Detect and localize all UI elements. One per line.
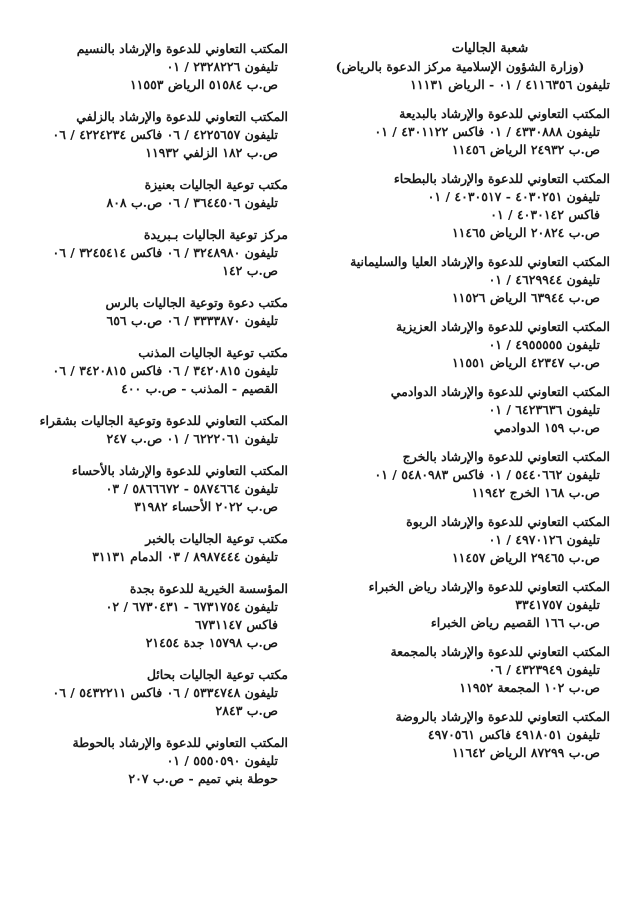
office-entry (30, 580, 288, 652)
office-name: المكتب التعاوني للدعوة والإرشاد الدوادمي (390, 384, 610, 399)
office-contact-line: تليفون ٣٤٢٠٨١٥ / ٠٦ فاكس ٣٤٢٠٨١٥ / ٠٦ (52, 363, 278, 378)
office-contact-line: فاكس ٤٠٣٠١٤٢ / ٠١ (490, 207, 600, 222)
office-entry (310, 105, 610, 159)
office-contact-line: ص.ب ٢٠٢٢ الأحساء ٣١٩٨٢ (134, 499, 278, 514)
office-contact-line: تليفون ٢٣٢٨٢٢٦ / ٠١ (166, 59, 278, 74)
office-contact-line: تليفون ٥٨٧٤٦٦٤ - ٥٨٦٦٦٧٢ / ٠٣ (105, 481, 278, 496)
office-contact-line: تليفون ٤٣٣٠٨٨٨ / ٠١ فاكس ٤٣٠١١٢٢ / ٠١ (374, 124, 600, 139)
office-contact-line: ص.ب ١٥٩ الدوادمي (493, 420, 600, 435)
office-name: المكتب التعاوني للدعوة والإرشاد بالخرج (402, 449, 610, 464)
office-contact-line: ص.ب ٢٠٨٢٤ الرياض ١١٤٦٥ (451, 225, 600, 240)
office-name: مركز توعية الجاليات بـبريدة (143, 227, 288, 242)
office-name: المكتب التعاوني للدعوة والإرشاد رياض الخبراء (368, 579, 610, 594)
office-contact-line: تليفون ٤٩٥٥٥٥٥ / ٠١ (488, 337, 600, 352)
office-entry (310, 383, 610, 437)
header-phone: تليفون ٤١١٦٣٥٦ / ٠١ - الرياض ١١١٣١ (410, 77, 610, 92)
office-contact-line: ص.ب ٨٧٢٩٩ الرياض ١١٦٤٢ (451, 745, 600, 760)
office-name: المكتب التعاوني للدعوة والإرشاد الربوة (406, 514, 610, 529)
office-contact-line: القصيم - المذنب - ص.ب ٤٠٠ (121, 381, 278, 396)
office-contact-line: ص.ب ٤٢٣٤٧ الرياض ١١٥٥١ (451, 355, 600, 370)
office-entry (310, 448, 610, 502)
office-entry (310, 708, 610, 762)
office-entry (310, 578, 610, 632)
page-subtitle: (وزارة الشؤون الإسلامية مركز الدعوة بالرياض) (335, 59, 585, 74)
office-contact-line: تليفون ٦٧٣١٧٥٤ - ٦٧٣٠٤٣١ / ٠٢ (105, 599, 278, 614)
office-name: المكتب التعاوني للدعوة والإرشاد بالأحساء (71, 463, 288, 478)
office-entry (310, 170, 610, 242)
office-entry (30, 666, 288, 720)
office-contact-line: تليفون ٣٦٤٤٥٠٦ / ٠٦ ص.ب ٨٠٨ (106, 195, 278, 210)
office-contact-line: تليفون ٥٤٤٠٦٦٢ / ٠١ فاكس ٥٤٨٠٩٨٣ / ٠١ (374, 467, 600, 482)
office-contact-line: تليفون ٣٣٣٣٨٧٠ / ٠٦ ص.ب ٦٥٦ (106, 313, 278, 328)
office-contact-line: تليفون ٤٦٢٩٩٤٤ / ٠١ (488, 272, 600, 287)
header-block (310, 40, 610, 94)
office-entry (30, 462, 288, 516)
office-contact-line: تليفون ٥٥٥٠٥٩٠ / ٠١ (166, 753, 278, 768)
office-name: المكتب التعاوني للدعوة والإرشاد بالبطحاء (393, 171, 610, 186)
office-contact-line: تليفون ٦٤٢٣٦٣٦ / ٠١ (488, 402, 600, 417)
office-name: المكتب التعاوني للدعوة والإرشاد بالنسيم (76, 41, 288, 56)
office-contact-line: فاكس ٦٧٣١١٤٧ (194, 617, 278, 632)
office-contact-line: ص.ب ٥١٥٨٤ الرياض ١١٥٥٣ (129, 77, 278, 92)
office-entry (30, 734, 288, 788)
left-column (30, 40, 288, 802)
office-entry (30, 412, 288, 448)
office-name: المكتب التعاوني للدعوة والإرشاد بالزلفي (76, 109, 288, 124)
office-contact-line: ص.ب ١٥٧٩٨ جدة ٢١٤٥٤ (145, 635, 278, 650)
office-name: مكتب توعية الجاليات بحائل (146, 667, 288, 682)
office-entry (310, 513, 610, 567)
office-entry (310, 318, 610, 372)
office-contact-line: ص.ب ٢٩٤٦٥ الرياض ١١٤٥٧ (451, 550, 600, 565)
office-entry (30, 176, 288, 212)
office-contact-line: ص.ب ١٦٨ الخرج ١١٩٤٢ (471, 485, 600, 500)
office-name: المكتب التعاوني للدعوة والإرشاد العزيزية (396, 319, 610, 334)
office-name: مكتب دعوة وتوعية الجاليات بالرس (105, 295, 288, 310)
office-contact-line: حوطة بني تميم - ص.ب ٢٠٧ (128, 771, 278, 786)
office-contact-line: ص.ب ٢٨٤٣ (215, 703, 278, 718)
office-contact-line: تليفون ٤٩٧٠١٢٦ / ٠١ (488, 532, 600, 547)
office-contact-line: تليفون ٤٣٢٣٩٤٩ / ٠٦ (488, 662, 600, 677)
office-entry (310, 643, 610, 697)
office-contact-line: ص.ب ١٠٢ المجمعة ١١٩٥٢ (459, 680, 600, 695)
left-entries (30, 40, 288, 802)
office-entry (30, 108, 288, 162)
office-entry (30, 226, 288, 280)
office-name: المكتب التعاوني للدعوة وتوعية الجاليات بشقراء (39, 413, 288, 428)
office-entry (30, 344, 288, 398)
office-contact-line: تليفون ٨٩٨٧٤٤٤ / ٠٣ الدمام ٣١١٣١ (92, 549, 278, 564)
office-name: مكتب توعية الجاليات بعنيزة (144, 177, 288, 192)
office-contact-line: تليفون ٦٢٢٢٠٦١ / ٠١ ص.ب ٢٤٧ (106, 431, 278, 446)
office-contact-line: ص.ب ٦٣٩٤٤ الرياض ١١٥٢٦ (451, 290, 600, 305)
office-entry (30, 40, 288, 94)
office-contact-line: تليفون ٣٢٤٨٩٨٠ / ٠٦ فاكس ٣٢٤٥٤١٤ / ٠٦ (52, 245, 278, 260)
office-entry (310, 253, 610, 307)
office-name: المؤسسة الخيرية للدعوة بجدة (129, 581, 288, 596)
office-contact-line: تليفون ٤٢٢٥٦٥٧ / ٠٦ فاكس ٤٢٢٤٢٣٤ / ٠٦ (52, 127, 278, 142)
office-name: المكتب التعاوني للدعوة والإرشاد بالروضة (395, 709, 610, 724)
office-contact-line: ص.ب ١٤٢ (222, 263, 278, 278)
office-contact-line: ص.ب ٢٤٩٣٢ الرياض ١١٤٥٦ (451, 142, 600, 157)
office-contact-line: ص.ب ١٨٢ الزلفي ١١٩٣٢ (145, 145, 278, 160)
page-title: شعبة الجاليات (451, 41, 529, 56)
office-name: المكتب التعاوني للدعوة والإرشاد بالمجمعة (390, 644, 610, 659)
office-name: المكتب التعاوني للدعوة والإرشاد بالبديعة (399, 106, 610, 121)
office-contact-line: تليفون ٤٠٣٠٢٥١ - ٤٠٣٠٥١٧ / ٠١ (427, 189, 600, 204)
office-name: مكتب توعية الجاليات المذنب (138, 345, 288, 360)
office-entry (30, 530, 288, 566)
right-entries (310, 105, 610, 773)
office-contact-line: تليفون ٥٣٣٤٧٤٨ / ٠٦ فاكس ٥٤٣٢٢١١ / ٠٦ (52, 685, 278, 700)
office-name: مكتب توعية الجاليات بالخبر (145, 531, 288, 546)
office-entry (30, 294, 288, 330)
right-column (310, 40, 610, 773)
office-contact-line: تليفون ٣٣٤١٧٥٧ (515, 597, 600, 612)
office-name: المكتب التعاوني للدعوة والإرشاد بالحوطة (72, 735, 288, 750)
office-name: المكتب التعاوني للدعوة والإرشاد العليا والسليمانية (350, 254, 610, 269)
office-contact-line: تليفون ٤٩١٨٠٥١ فاكس ٤٩٧٠٥٦١ (427, 727, 600, 742)
office-contact-line: ص.ب ١٦٦ القصيم رياض الخبراء (430, 615, 600, 630)
